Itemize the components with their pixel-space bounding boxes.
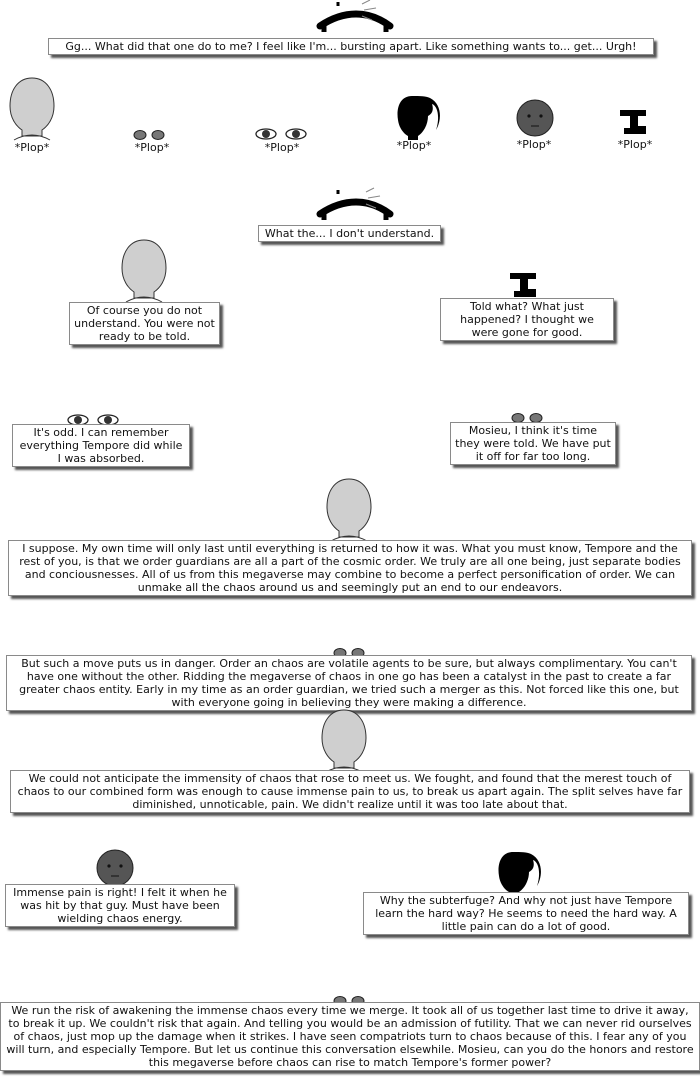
plop-label-4: *Plop* [396,139,432,152]
speech-bubble-8b: Why the subterfuge? And why not just have Tempore learn the hard way? He seems to need the hard way. A little pain can do a lot of good. [363,892,689,935]
ghost-head-icon [10,78,56,142]
plop-label-2: *Plop* [134,141,170,154]
white-eyes-icon [256,128,308,142]
stapler-icon [510,273,538,299]
speech-bubble-3b: Told what? What just happened? I thought we were gone for good. [440,298,614,341]
speech-bubble-6: But such a move puts us in danger. Order an chaos are volatile agents to be sure, but always complimentary. You can't have one without the other. Ridding the megaverse of chaos in one go has been a catalyst in the past to create a far greater chaos entity. Early in my time as an order guardian, we tried such a merger as this. Not forced like this one, but with everyone going in believing they were making a difference. [6,655,692,711]
ghost-head-icon [122,240,168,304]
plop-label-1: *Plop* [14,141,50,154]
black-girl-icon [394,94,442,142]
ghost-head-icon [322,710,368,774]
black-girl-icon [495,850,543,898]
dark-head-icon [517,100,555,138]
dark-head-icon [97,850,135,888]
ghost-head-icon [327,479,373,543]
speech-bubble-7: We could not anticipate the immensity of chaos that rose to meet us. We fought, and found that the merest touch of chaos to our combined form was enough to cause immense pain to us, to break us apart again. The split selves have far diminished, unnoticable, pain. We didn't realize until it was too late about that. [10,770,690,813]
speech-bubble-5: I suppose. My own time will only last until everything is returned to how it was. What you must know, Tempore and the rest of you, is that we order guardians are all a part of the cosmic order. We truly are all one being, just separate bodies and conciousnesses. All of us from this megaverse may combine to become a perfect personification of order. We can unmake all the chaos around us and seemingly put an end to our endeavors. [8,540,692,596]
speech-bubble-4a: It's odd. I can remember everything Tempore did while I was absorbed. [12,424,190,467]
stapler-icon [620,110,648,136]
speech-bubble-3a: Of course you do not understand. You were not ready to be told. [69,302,220,345]
speech-bubble-1: Gg... What did that one do to me? I feel like I'm... bursting apart. Like something wants to... get... Urgh! [48,38,654,55]
plop-label-5: *Plop* [516,138,552,151]
plop-label-6: *Plop* [617,138,653,151]
speech-bubble-4b: Mosieu, I think it's time they were told. We have put it off for far too long. [450,422,616,465]
angry-brow-icon [318,0,398,36]
speech-bubble-9: We run the risk of awakening the immense chaos every time we merge. It took all of us together last time to drive it away, to break it up. We couldn't risk that again. And telling you would be an admission of futility. That we can never rid ourselves of chaos, just mop up the damage when it strikes. I have seen compatriots turn to chaos because of this. I fear any of you will turn, and especially Tempore. But let us continue this conversation elsewhile. Mosieu, can you do the honors and restore this megaverse before chaos can rise to match Tempore's former power? [0,1002,700,1071]
speech-bubble-2: What the... I don't understand. [258,225,441,242]
plop-label-3: *Plop* [264,141,300,154]
speech-bubble-8a: Immense pain is right! I felt it when he was hit by that guy. Must have been wielding chaos energy. [5,884,235,927]
angry-brow-icon [318,188,398,224]
